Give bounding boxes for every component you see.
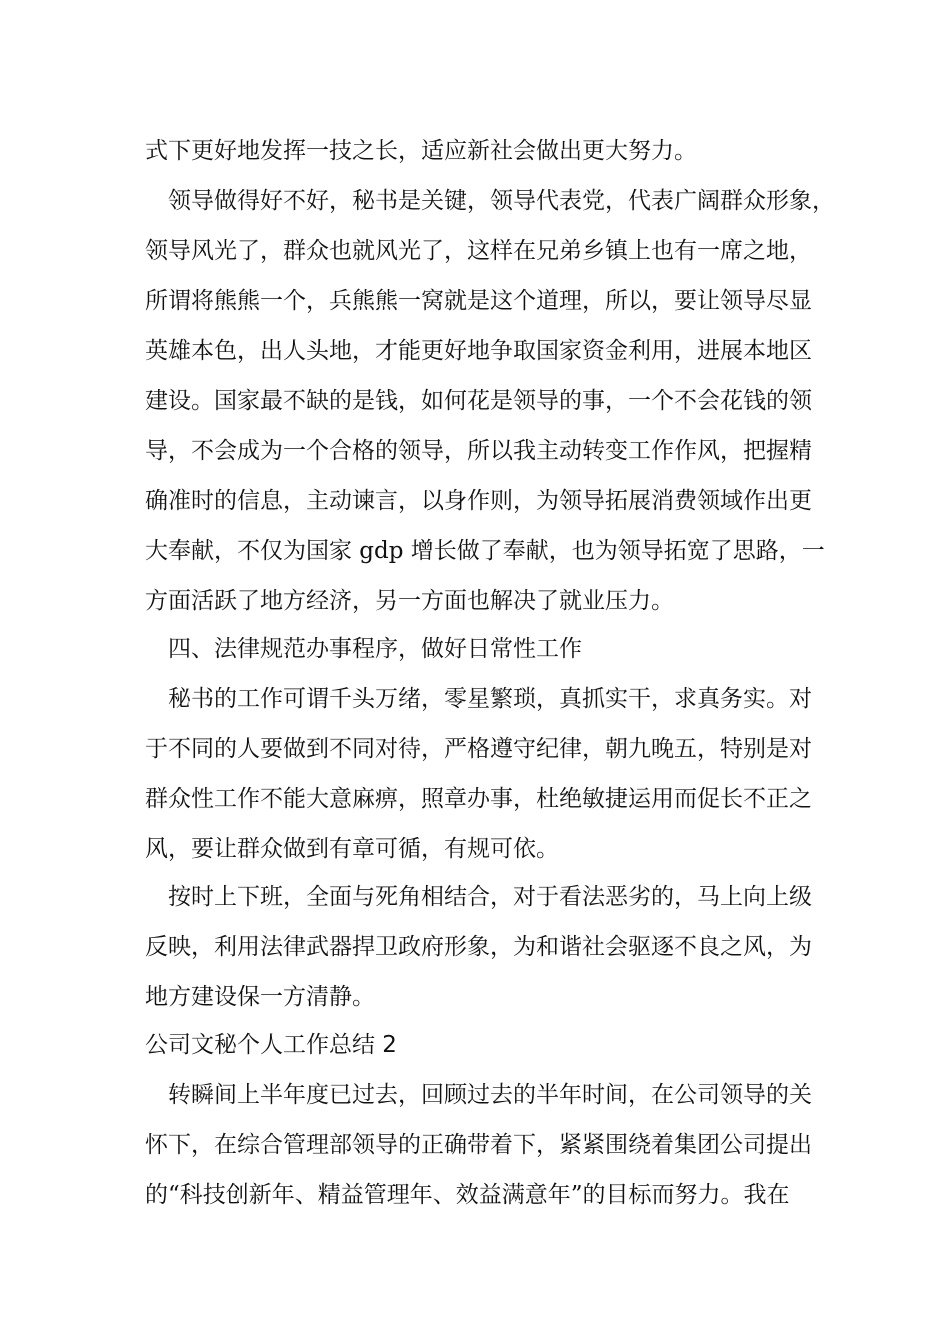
text-line: 领导做得好不好，秘书是关键，领导代表党，代表广阔群众形象， xyxy=(168,188,835,214)
text-line: 导，不会成为一个合格的领导，所以我主动转变工作作风，把握精 xyxy=(145,438,812,464)
text-line: 转瞬间上半年度已过去，回顾过去的半年时间，在公司领导的关 xyxy=(168,1082,812,1108)
section-heading: 四、法律规范办事程序，做好日常性工作 xyxy=(168,636,582,662)
text-line: 反映，利用法律武器捍卫政府形象，为和谐社会驱逐不良之风，为 xyxy=(145,934,812,960)
text-line: 所谓将熊熊一个，兵熊熊一窝就是这个道理，所以，要让领导尽显 xyxy=(145,288,812,314)
text-line: 英雄本色，出人头地，才能更好地争取国家资金利用，进展本地区 xyxy=(145,338,812,364)
text-line: 大奉献，不仅为国家 gdp 增长做了奉献，也为领导拓宽了思路，一 xyxy=(145,538,825,564)
text-line: 群众性工作不能大意麻痹，照章办事，杜绝敏捷运用而促长不正之 xyxy=(145,786,812,812)
document-subtitle: 公司文秘个人工作总结 2 xyxy=(145,1032,397,1058)
text-line: 怀下，在综合管理部领导的正确带着下，紧紧围绕着集团公司提出 xyxy=(145,1132,812,1158)
text-line: 地方建设保一方清静。 xyxy=(145,984,375,1010)
text-line: 秘书的工作可谓千头万绪，零星繁琐，真抓实干，求真务实。对 xyxy=(168,686,812,712)
text-line: 式下更好地发挥一技之长，适应新社会做出更大努力。 xyxy=(145,138,697,164)
text-line: 建设。国家最不缺的是钱，如何花是领导的事，一个不会花钱的领 xyxy=(145,388,812,414)
text-line: 的“科技创新年、精益管理年、效益满意年”的目标而努力。我在 xyxy=(145,1182,790,1208)
text-line: 于不同的人要做到不同对待，严格遵守纪律，朝九晚五，特别是对 xyxy=(145,736,812,762)
text-line: 确准时的信息，主动谏言，以身作则，为领导拓展消费领域作出更 xyxy=(145,488,812,514)
text-line: 领导风光了，群众也就风光了，这样在兄弟乡镇上也有一席之地， xyxy=(145,238,812,264)
text-line: 风，要让群众做到有章可循，有规可依。 xyxy=(145,836,559,862)
text-line: 按时上下班，全面与死角相结合，对于看法恶劣的，马上向上级 xyxy=(168,884,812,910)
text-line: 方面活跃了地方经济，另一方面也解决了就业压力。 xyxy=(145,588,674,614)
